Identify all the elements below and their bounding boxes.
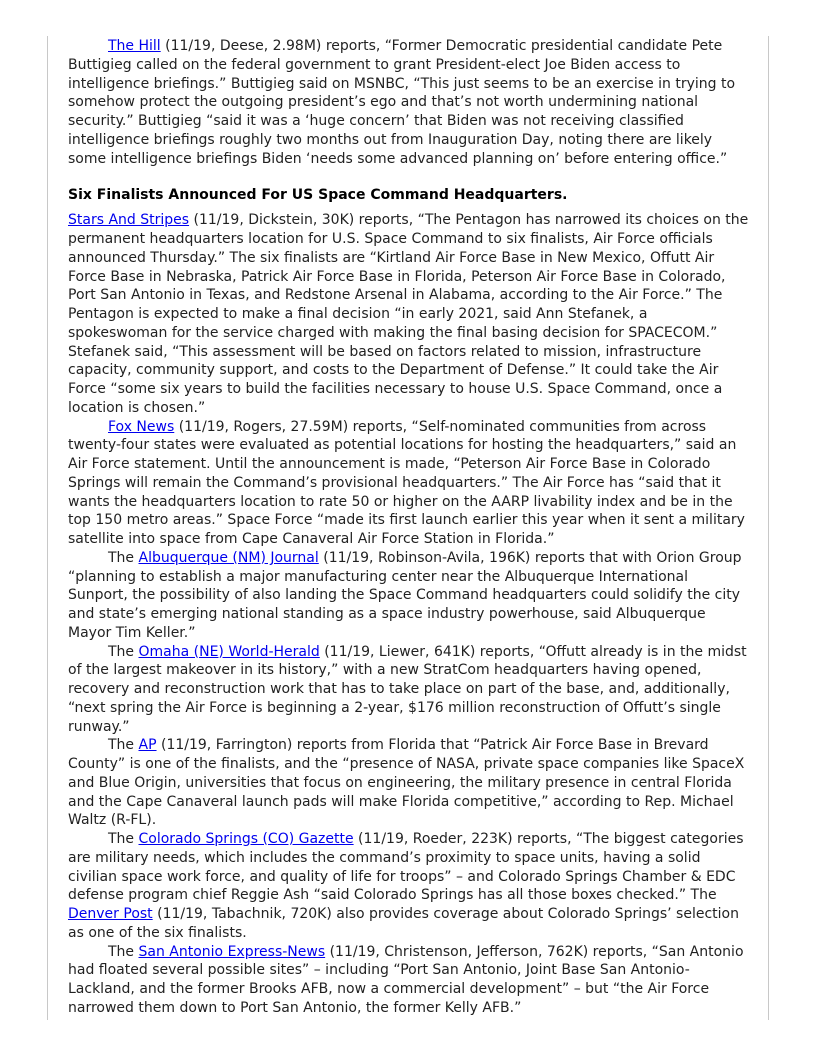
- paragraph-text: (11/19, Liewer, 641K) reports, “Offutt already is in the midst of the largest makeover in its history,” with a new StratCom headquarters having opened, recovery and reconstruction work that has to take place on part of the base, and, additionally, “next spring the Air Force is beginning a 2-year, $176 million reconstruction of Offutt’s single runway.”: [68, 643, 747, 735]
- link-san-antonio-express-news[interactable]: San Antonio Express-News: [138, 943, 326, 960]
- paragraph-prefix: The: [108, 643, 139, 660]
- paragraph-ap: [68, 736, 750, 830]
- paragraph-text: (11/19, Roeder, 223K) reports, “The biggest categories are military needs, which includes the command’s proximity to space units, having a solid civilian space work force, and quality of life for troops” – and Colorado Springs Chamber & EDC defense program chief Reggie Ash “said Colorado Springs has all those boxes checked.” The: [68, 831, 744, 904]
- link-the-hill[interactable]: The Hill: [108, 38, 161, 54]
- paragraph-text: (11/19, Tabachnik, 720K) also provides coverage about Colorado Springs’ selection as one of the six finalists.: [68, 906, 739, 941]
- paragraph-prefix: The: [108, 831, 139, 847]
- paragraph-colorado-springs-gazette: [68, 830, 750, 943]
- document-body: [68, 37, 750, 1018]
- right-margin-rule: [768, 36, 769, 1020]
- section-heading: Six Finalists Announced For US Space Command Headquarters.: [68, 187, 568, 204]
- paragraph-prefix: The: [108, 549, 139, 566]
- link-stars-and-stripes[interactable]: Stars And Stripes: [68, 212, 190, 229]
- paragraph-fox-news: [68, 418, 750, 549]
- left-margin-rule: [47, 36, 48, 1020]
- paragraph-albuquerque-journal: [68, 549, 750, 643]
- paragraph-prefix: The: [108, 943, 139, 960]
- paragraph-text: (11/19, Christenson, Jefferson, 762K) reports, “San Antonio had floated several possible sites” – including “Port San Antonio, Joint Base San Antonio-Lackland, and the former Brooks AFB, now a commercial development” – but “the Air Force narrowed them down to Port San Antonio, the former Kelly AFB.”: [68, 943, 744, 1016]
- link-colorado-springs-gazette[interactable]: Colorado Springs (CO) Gazette: [138, 831, 354, 847]
- link-albuquerque-journal[interactable]: Albuquerque (NM) Journal: [138, 549, 319, 566]
- paragraph-text: (11/19, Deese, 2.98M) reports, “Former Democratic presidential candidate Pete Buttigieg called on the federal government to grant President-elect Joe Biden access to intelligence briefings.” Buttigieg said on MSNBC, “This just seems to be an exercise in trying to somehow protect the outgoing president’s ego and that’s not worth undermining national security.” Buttigieg “said it was a ‘huge concern’ that Biden was not receiving classified intelligence briefings roughly two months out from Inauguration Day, noting there are likely some intelligence briefings Biden ‘needs some advanced planning on’ before entering office.”: [68, 38, 736, 167]
- link-omaha-world-herald[interactable]: Omaha (NE) World-Herald: [138, 643, 320, 660]
- link-fox-news[interactable]: Fox News: [108, 418, 175, 435]
- paragraph-stars-and-stripes: [68, 211, 750, 417]
- paragraph-san-antonio-express-news: [68, 943, 750, 1018]
- paragraph-text: (11/19, Rogers, 27.59M) reports, “Self-nominated communities from across twenty-four states were evaluated as potential locations for hosting the headquarters,” said an Air Force statement. Until the announcement is made, “Peterson Air Force Base in Colorado Springs will remain the Command’s provisional headquarters.” The Air Force has “said that it wants the headquarters location to rate 50 or higher on the AARP livability index and be in the top 150 metro areas.” Space Force “made its first launch earlier this year when it sent a military satellite into space from Cape Canaveral Air Force Station in Florida.”: [68, 418, 745, 547]
- paragraph-text: (11/19, Farrington) reports from Florida that “Patrick Air Force Base in Brevard County” is one of the finalists, and the “presence of NASA, private space companies like SpaceX and Blue Origin, universities that focus on engineering, the military presence in central Florida and the Cape Canaveral launch pads will make Florida competitive,” according to Rep. Michael Waltz (R-FL).: [68, 737, 745, 829]
- paragraph-prefix: The: [108, 737, 139, 754]
- paragraph-the-hill: [68, 37, 750, 168]
- paragraph-text: (11/19, Robinson-Avila, 196K) reports that with Orion Group “planning to establish a major manufacturing center near the Albuquerque International Sunport, the possibility of also landing the Space Command headquarters could solidify the city and state’s emerging national standing as a space industry powerhouse, said Albuquerque Mayor Tim Keller.”: [68, 549, 742, 641]
- link-denver-post[interactable]: Denver Post: [68, 906, 153, 922]
- paragraph-omaha-world-herald: [68, 643, 750, 737]
- paragraph-text: (11/19, Dickstein, 30K) reports, “The Pentagon has narrowed its choices on the permanent headquarters location for U.S. Space Command to six finalists, Air Force officials announced Thursday.” The six finalists are “Kirtland Air Force Base in New Mexico, Offutt Air Force Base in Nebraska, Patrick Air Force Base in Florida, Peterson Air Force Base in Colorado, Port San Antonio in Texas, and Redstone Arsenal in Alabama, according to the Air Force.” The Pentagon is expected to make a final decision “in early 2021, said Ann Stefanek, a spokeswoman for the service charged with making the final basing decision for SPACECOM.” Stefanek said, “This assessment will be based on factors related to mission, infrastructure capacity, community support, and costs to the Department of Defense.” It could take the Air Force “some six years to build the facilities necessary to house U.S. Space Command, once a location is chosen.”: [68, 212, 749, 416]
- link-ap[interactable]: AP: [138, 737, 157, 754]
